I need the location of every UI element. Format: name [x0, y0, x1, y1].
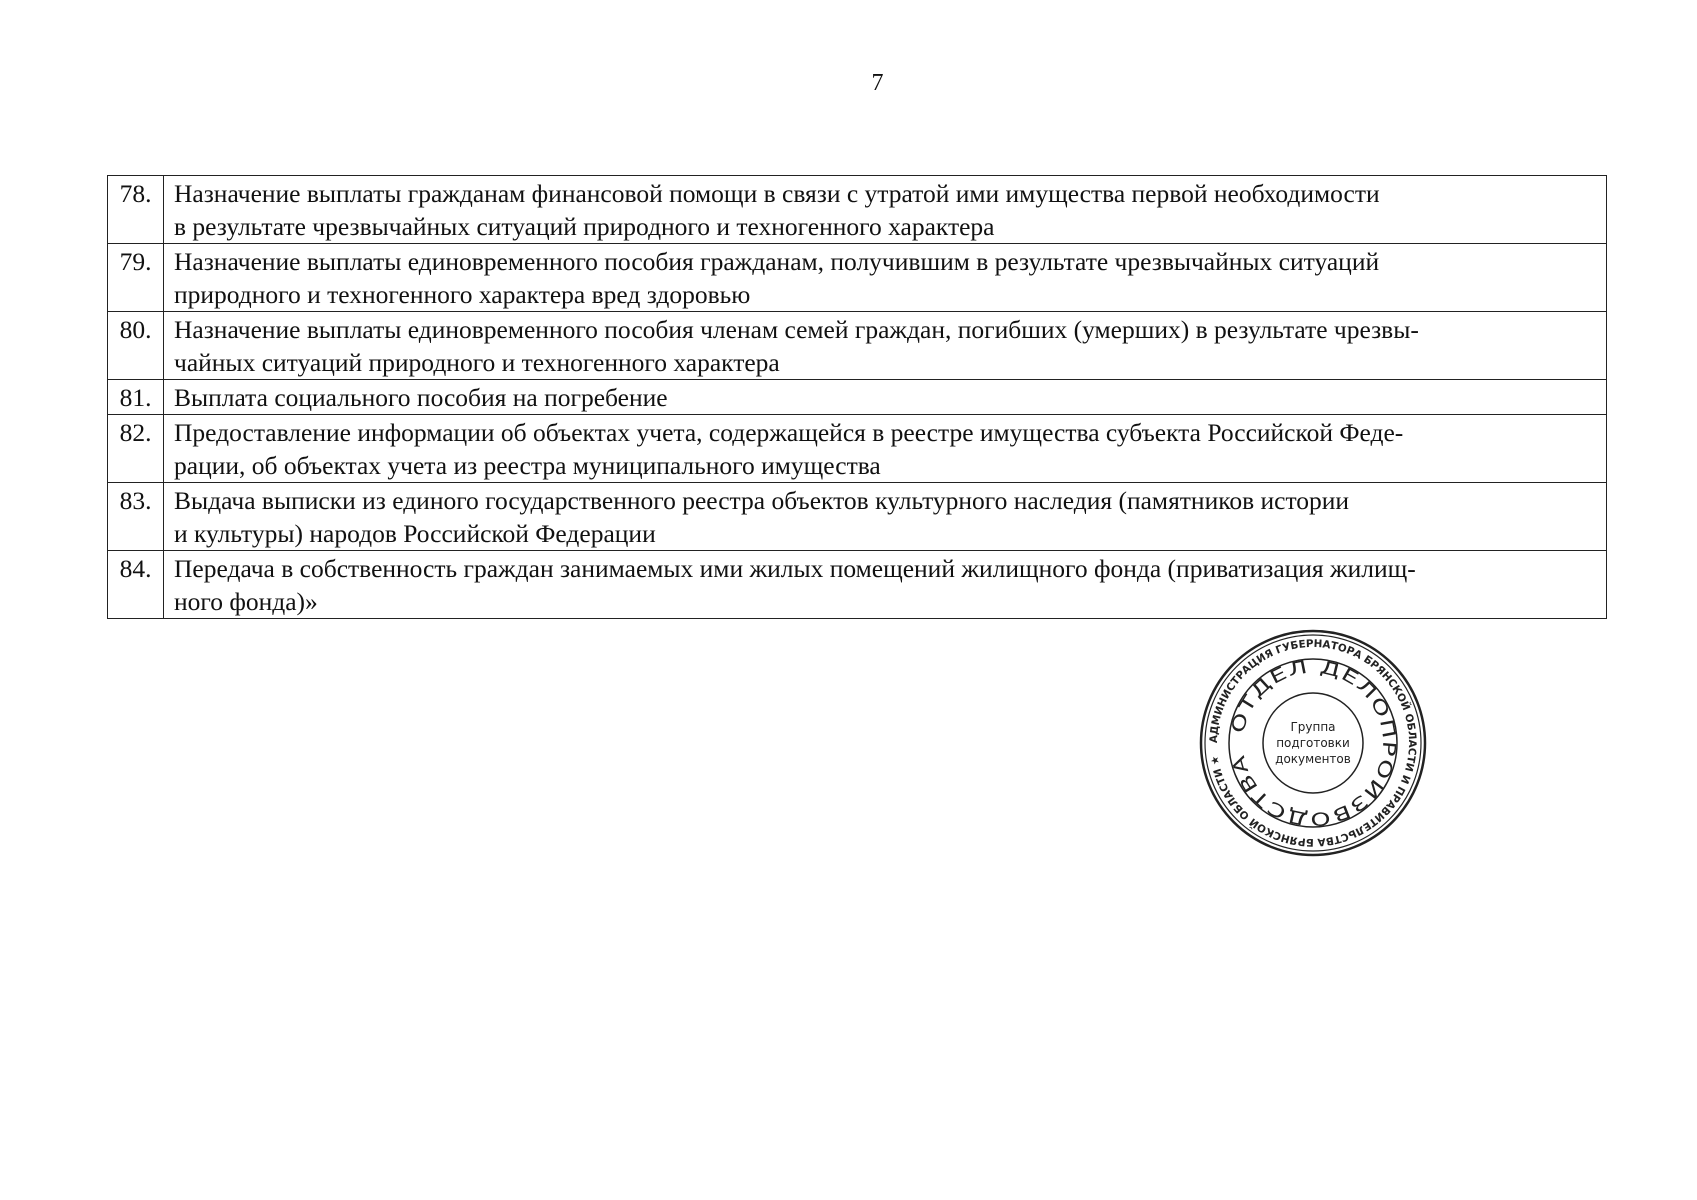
row-line: чайных ситуаций природного и техногенного характера	[174, 348, 780, 377]
row-number: 81.	[108, 380, 164, 415]
row-line: Передача в собственность граждан занимаемых ими жилых помещений жилищного фонда (приватизация жилищ-	[174, 554, 1416, 583]
row-line: в результате чрезвычайных ситуаций природного и техногенного характера	[174, 212, 995, 241]
page-number: 7	[871, 70, 884, 96]
row-line: Предоставление информации об объектах учета, содержащейся в реестре имущества субъекта Российской Феде-	[174, 418, 1404, 447]
row-number: 80.	[108, 312, 164, 380]
row-text	[164, 312, 1607, 380]
table-row	[108, 176, 1607, 244]
row-line: и культуры) народов Российской Федерации	[174, 519, 656, 548]
row-line: Назначение выплаты единовременного пособия гражданам, получившим в результате чрезвычайных ситуаций	[174, 247, 1380, 276]
stamp-center-line: документов	[1275, 752, 1351, 766]
row-text	[164, 380, 1607, 415]
row-number: 84.	[108, 551, 164, 619]
row-number: 82.	[108, 415, 164, 483]
services-table	[107, 175, 1607, 619]
stamp-outer-text: АДМИНИСТРАЦИЯ ГУБЕРНАТОРА БРЯНСКОЙ ОБЛАСТИ И ПРАВИТЕЛЬСТВА БРЯНСКОЙ ОБЛАСТИ ★	[1207, 637, 1419, 849]
row-text	[164, 244, 1607, 312]
row-line: Назначение выплаты единовременного пособия членам семей граждан, погибших (умерших) в результате чрезвы-	[174, 315, 1419, 344]
row-text	[164, 551, 1607, 619]
table-row	[108, 244, 1607, 312]
stamp-middle-text: ОТДЕЛ ДЕЛОПРОИЗВОДСТВА	[1227, 656, 1400, 830]
office-stamp	[1198, 628, 1428, 858]
table-row	[108, 380, 1607, 415]
table-row	[108, 312, 1607, 380]
row-number: 79.	[108, 244, 164, 312]
table-row	[108, 551, 1607, 619]
table-row	[108, 483, 1607, 551]
row-number: 78.	[108, 176, 164, 244]
row-text	[164, 483, 1607, 551]
row-line: Выплата социального пособия на погребение	[174, 383, 668, 412]
row-text	[164, 176, 1607, 244]
stamp-center-line: подготовки	[1276, 736, 1350, 750]
row-line: рации, об объектах учета из реестра муниципального имущества	[174, 451, 881, 480]
row-line: Выдача выписки из единого государственного реестра объектов культурного наследия (памятников истории	[174, 486, 1350, 515]
row-text	[164, 415, 1607, 483]
stamp-center-line: Группа	[1290, 720, 1336, 734]
row-line: природного и техногенного характера вред здоровью	[174, 280, 751, 309]
row-number: 83.	[108, 483, 164, 551]
row-line: ного фонда)»	[174, 587, 318, 616]
table-row	[108, 415, 1607, 483]
row-line: Назначение выплаты гражданам финансовой помощи в связи с утратой ими имущества первой необходимости	[174, 179, 1380, 208]
